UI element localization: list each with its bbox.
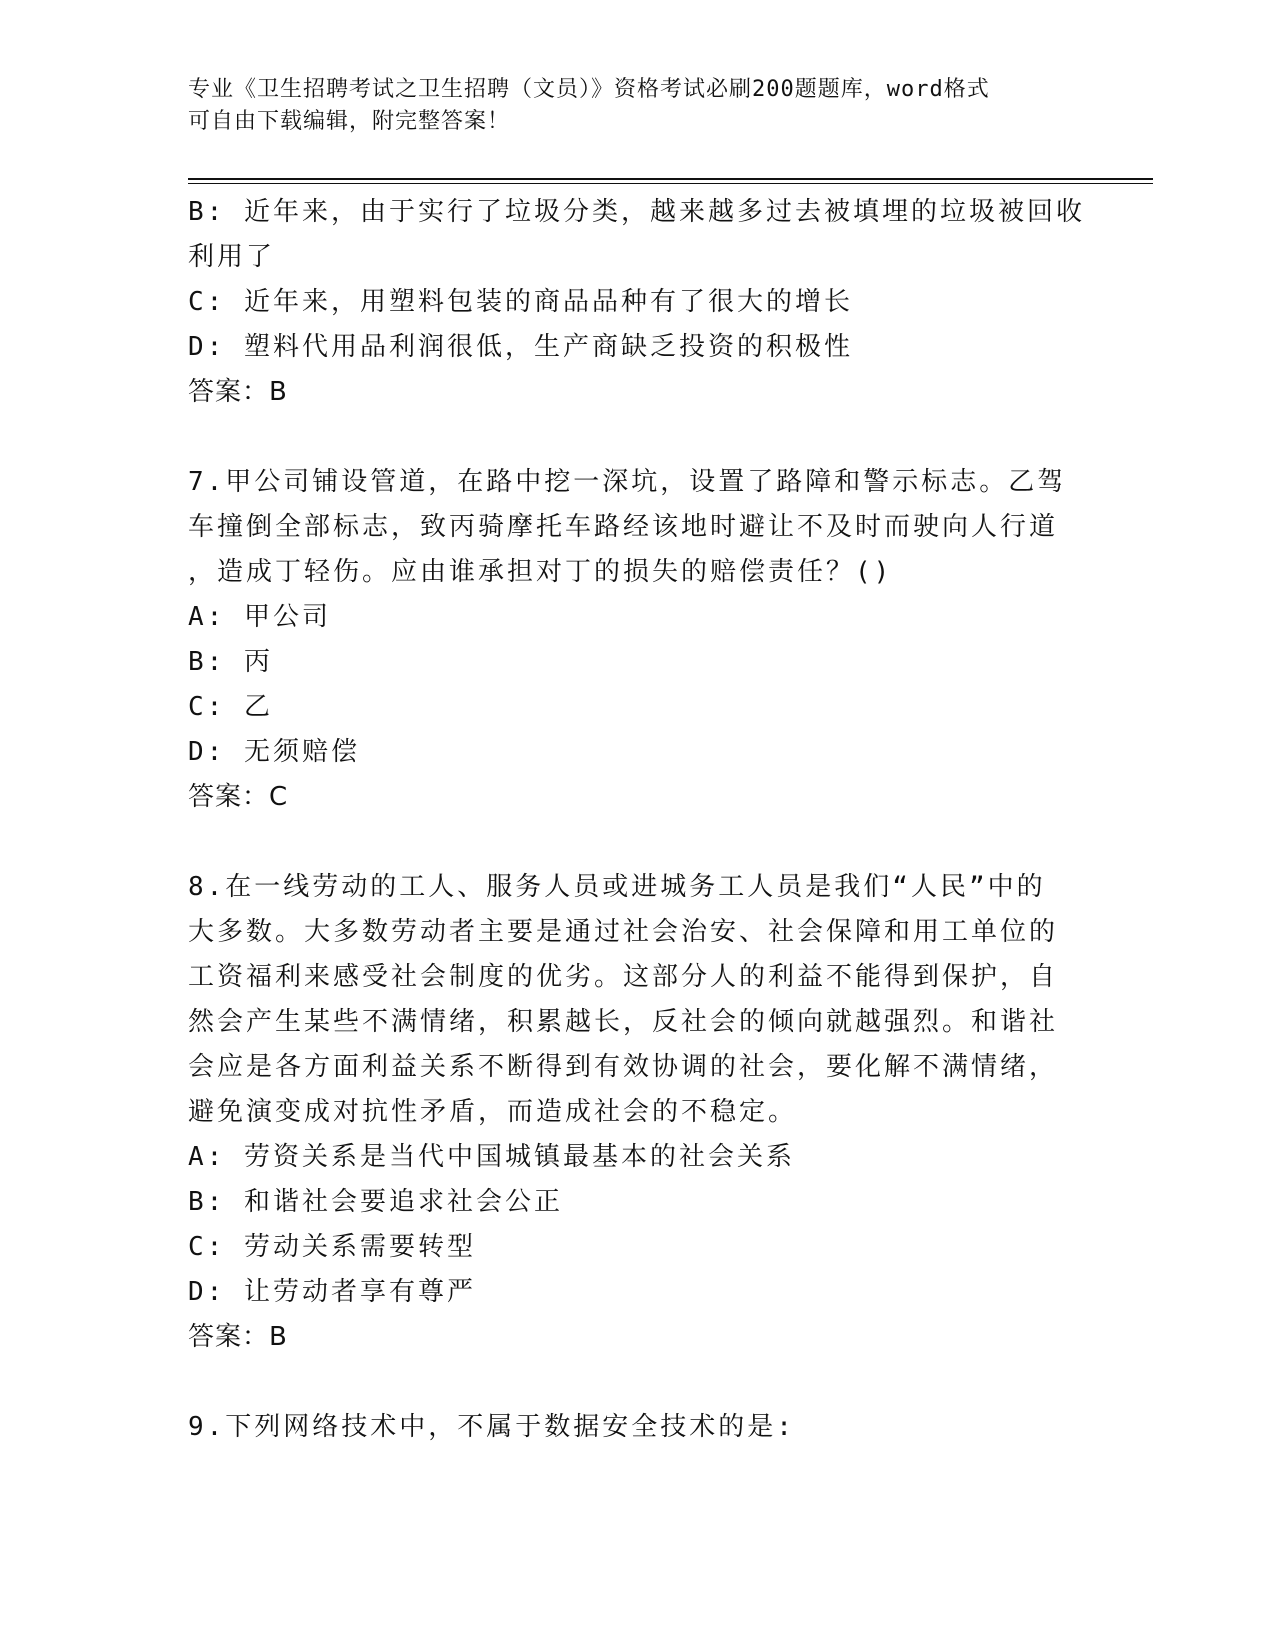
header-title-line-2: 可自由下载编辑，附完整答案！: [188, 109, 511, 134]
header-title-line-1: 专业《卫生招聘考试之卫生招聘（文员）》资格考试必刷200题题库，word格式: [188, 77, 990, 102]
question-stem-line: 会应是各方面利益关系不断得到有效协调的社会，要化解不满情绪，: [188, 1052, 1059, 1082]
option-c: C: 劳动关系需要转型: [188, 1232, 476, 1262]
answer: 答案：B: [188, 377, 288, 407]
spacer: [188, 415, 1068, 460]
question-stem-line: 避免演变成对抗性矛盾，而造成社会的不稳定。: [188, 1097, 798, 1127]
question-stem-line: 8.在一线劳动的工人、服务人员或进城务工人员是我们“人民”中的: [188, 872, 1046, 902]
question-9: [188, 1405, 1068, 1450]
option-a: A: 劳资关系是当代中国城镇最基本的社会关系: [188, 1142, 795, 1172]
question-stem-line: ，造成丁轻伤。应由谁承担对丁的损失的赔偿责任？(): [188, 557, 893, 587]
option-d: D: 塑料代用品利润很低，生产商缺乏投资的积极性: [188, 332, 853, 362]
option-b-continued: 利用了: [188, 242, 276, 272]
header-divider: [188, 178, 1153, 184]
spacer: [188, 1360, 1068, 1405]
option-a: A: 甲公司: [188, 602, 331, 632]
option-b: B: 近年来，由于实行了垃圾分类，越来越多过去被填埋的垃圾被回收: [188, 197, 1085, 227]
option-c: C: 近年来，用塑料包装的商品品种有了很大的增长: [188, 287, 853, 317]
question-stem-line: 车撞倒全部标志，致丙骑摩托车路经该地时避让不及时而驶向人行道: [188, 512, 1059, 542]
question-stem-line: 7.甲公司铺设管道，在路中挖一深坑，设置了路障和警示标志。乙驾: [188, 467, 1067, 497]
question-7: [188, 460, 1068, 820]
option-d: D: 无须赔偿: [188, 737, 360, 767]
question-stem-line: 9.下列网络技术中，不属于数据安全技术的是:: [188, 1412, 795, 1442]
option-b: B: 丙: [188, 647, 273, 677]
question-stem-line: 然会产生某些不满情绪，积累越长，反社会的倾向就越强烈。和谐社: [188, 1007, 1059, 1037]
option-c: C: 乙: [188, 692, 273, 722]
option-d: D: 让劳动者享有尊严: [188, 1277, 476, 1307]
question-8: [188, 865, 1068, 1360]
document-body: [188, 190, 1085, 1450]
option-b: B: 和谐社会要追求社会公正: [188, 1187, 563, 1217]
document-header: [188, 74, 1088, 138]
question-6-continuation: [188, 190, 1085, 415]
question-stem-line: 工资福利来感受社会制度的优劣。这部分人的利益不能得到保护，自: [188, 962, 1059, 992]
spacer: [188, 820, 1068, 865]
question-stem-line: 大多数。大多数劳动者主要是通过社会治安、社会保障和用工单位的: [188, 917, 1059, 947]
answer: 答案：C: [188, 782, 289, 812]
answer: 答案：B: [188, 1322, 288, 1352]
